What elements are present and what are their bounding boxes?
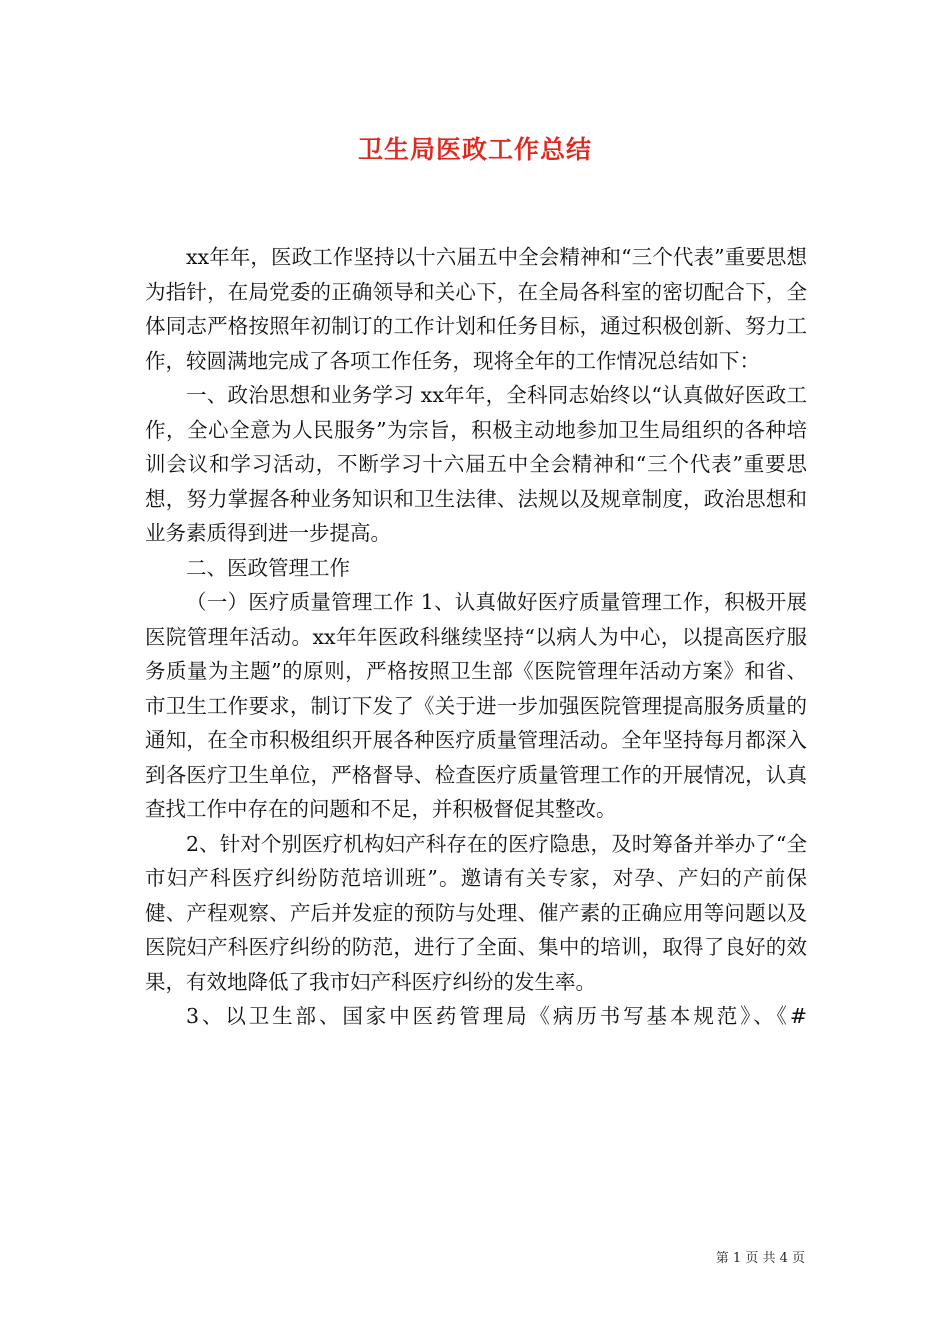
page-number: 第 1 页 共 4 页 <box>715 1251 805 1266</box>
paragraph-quality-management: （一）医疗质量管理工作 1、认真做好医疗质量管理工作，积极开展医院管理年活动。xx年年医政科继续坚持“以病人为中心，以提高医疗服务质量为主题”的原则，严格按照卫生部《医院管理年活动方案》和省、市卫生工作要求，制订下发了《关于进一步加强医院管理提高服务质量的通知，在全市积极组织开展各种医疗质量管理活动。全年坚持每月都深入到各医疗卫生单位，严格督导、检查医疗质量管理工作的开展情况，认真查找工作中存在的问题和不足，并积极督促其整改。 <box>145 590 807 821</box>
document-body <box>145 240 807 1034</box>
paragraph-intro: xx年年，医政工作坚持以十六届五中全会精神和“三个代表”重要思想为指针，在局党委的正确领导和关心下，在全局各科室的密切配合下，全体同志严格按照年初制订的工作计划和任务目标，通过积极创新、努力工作，较圆满地完成了各项工作任务，现将全年的工作情况总结如下： <box>145 245 807 373</box>
paragraph-political-study: 一、政治思想和业务学习 xx年年，全科同志始终以“认真做好医政工作，全心全意为人民服务”为宗旨，积极主动地参加卫生局组织的各种培训会议和学习活动，不断学习十六届五中全会精神和“三个代表”重要思想，努力掌握各种业务知识和卫生法律、法规以及规章制度，政治思想和业务素质得到进一步提高。 <box>145 383 807 545</box>
document-title: 卫生局医政工作总结 <box>357 135 592 164</box>
section-heading-medical-management: 二、医政管理工作 <box>186 555 350 580</box>
paragraph-obstetrics-training: 2、针对个别医疗机构妇产科存在的医疗隐患，及时筹备并举办了“全市妇产科医疗纠纷防范培训班”。邀请有关专家，对孕、产妇的产前保健、产程观察、产后并发症的预防与处理、催产素的正确应用等问题以及医院妇产科医疗纠纷的防范，进行了全面、集中的培训，取得了良好的效果，有效地降低了我市妇产科医疗纠纷的发生率。 <box>145 831 807 994</box>
paragraph-medical-records: 3、以卫生部、国家中医药管理局《病历书写基本规范》、《# <box>186 1004 807 1028</box>
